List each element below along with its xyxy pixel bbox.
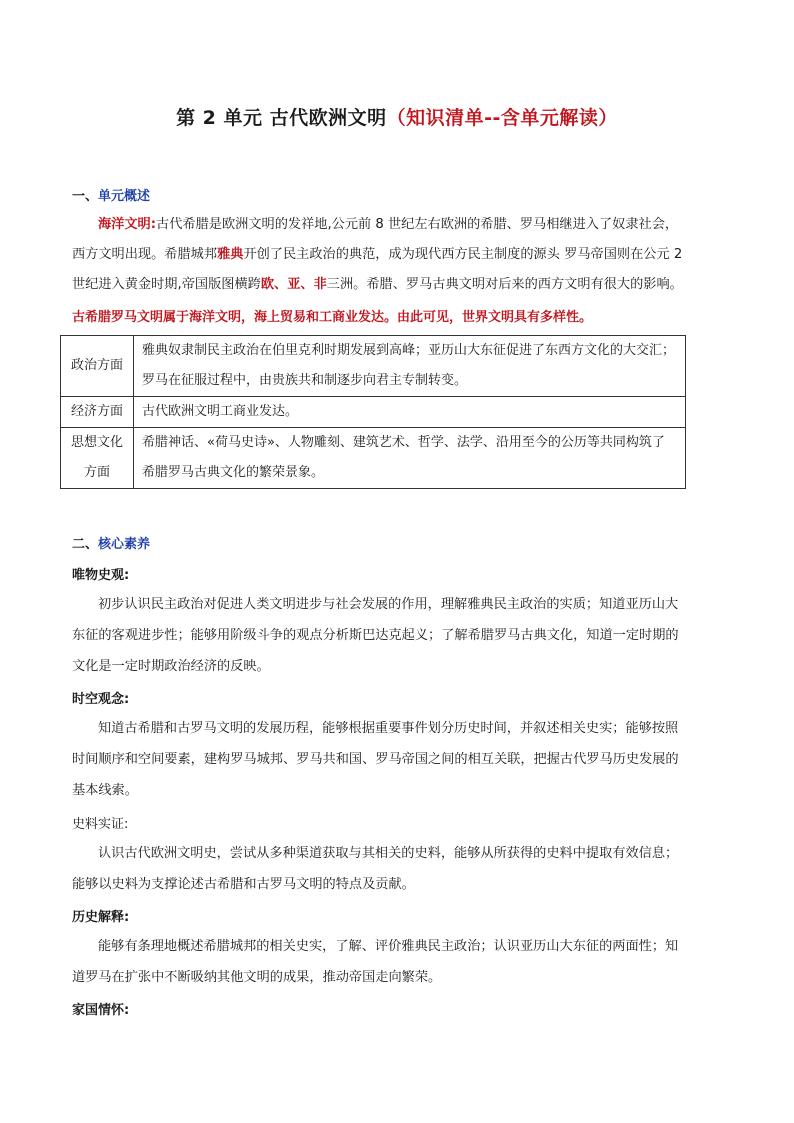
- table-value: 古代欧洲文明工商业发达。: [134, 397, 686, 428]
- overview-table: [60, 335, 686, 489]
- text-spacetime: 知道古希腊和古罗马文明的发展历程，能够根据重要事件划分历史时间，并叙述相关史实；能够按照 时间顺序和空间要素，建构罗马城邦、罗马共和国、罗马帝国之间的相互关联，把握古代罗马历史发展的 基本线索。: [72, 721, 679, 798]
- table-key: 思想文化方面: [61, 428, 134, 489]
- table-row: [61, 428, 686, 489]
- label-interpretation: 历史解释:: [72, 910, 130, 925]
- section1-heading: 一、单元概述: [72, 189, 151, 204]
- text-materialism: 初步认识民主政治对促进人类文明进步与社会发展的作用，理解雅典民主政治的实质；知道亚历山大 东征的客观进步性；能够用阶级斗争的观点分析斯巴达克起义；了解希腊罗马古典文化，知道一定时期的 文化是一定时期政治经济的反映。: [72, 597, 679, 674]
- text-evidence: 认识古代欧洲文明史，尝试从多种渠道获取与其相关的史料，能够从所获得的史料中提取有效信息； 能够以史料为支撑论述古希腊和古罗马文明的特点及贡献。: [72, 846, 679, 892]
- section1-overview: [72, 210, 732, 300]
- title-main: 第 2 单元 古代欧洲文明: [176, 107, 387, 129]
- label-spacetime: 时空观念:: [72, 692, 130, 707]
- table-row: [61, 397, 686, 428]
- title-sub: （知识清单--含单元解读）: [386, 107, 618, 129]
- overview-line-3: 世纪进入黄金时期,帝国版图横跨欧、亚、非三洲。希腊、罗马古典文明对后来的西方文明有很大的影响。: [72, 277, 683, 292]
- table-key: 经济方面: [61, 397, 134, 428]
- label-evidence: 史料实证:: [72, 817, 129, 832]
- overview-line-2: 西方文明出现。希腊城邦雅典开创了民主政治的典范，成为现代西方民主制度的源头 罗马帝国则在公元 2: [72, 247, 683, 262]
- highlight-conclusion: 古希腊罗马文明属于海洋文明，海上贸易和工商业发达。由此可见，世界文明具有多样性。: [72, 310, 593, 325]
- table-value: 雅典奴隶制民主政治在伯里克利时期发展到高峰；亚历山大东征促进了东西方文化的大交汇；罗马在征服过程中，由贵族共和制逐步向君主专制转变。: [134, 336, 686, 397]
- table-value: 希腊神话、«荷马史诗»、人物雕刻、建筑艺术、哲学、法学、沿用至今的公历等共同构筑了希腊罗马古典文化的繁荣景象。: [134, 428, 686, 489]
- page-title: [0, 103, 794, 130]
- label-materialism: 唯物史观:: [72, 568, 130, 583]
- overview-line-1: 海洋文明:古代希腊是欧洲文明的发祥地,公元前 8 世纪左右欧洲的希腊、罗马相继进入了奴隶社会，: [98, 217, 679, 232]
- table-key: 政治方面: [61, 336, 134, 397]
- text-interpretation: 能够有条理地概述希腊城邦的相关史实，了解、评价雅典民主政治；认识亚历山大东征的两面性；知 道罗马在扩张中不断吸纳其他文明的成果，推动帝国走向繁荣。: [72, 939, 679, 985]
- section2-heading: 二、核心素养: [72, 537, 151, 552]
- table-row: [61, 336, 686, 397]
- label-patriotism: 家国情怀:: [72, 1003, 130, 1018]
